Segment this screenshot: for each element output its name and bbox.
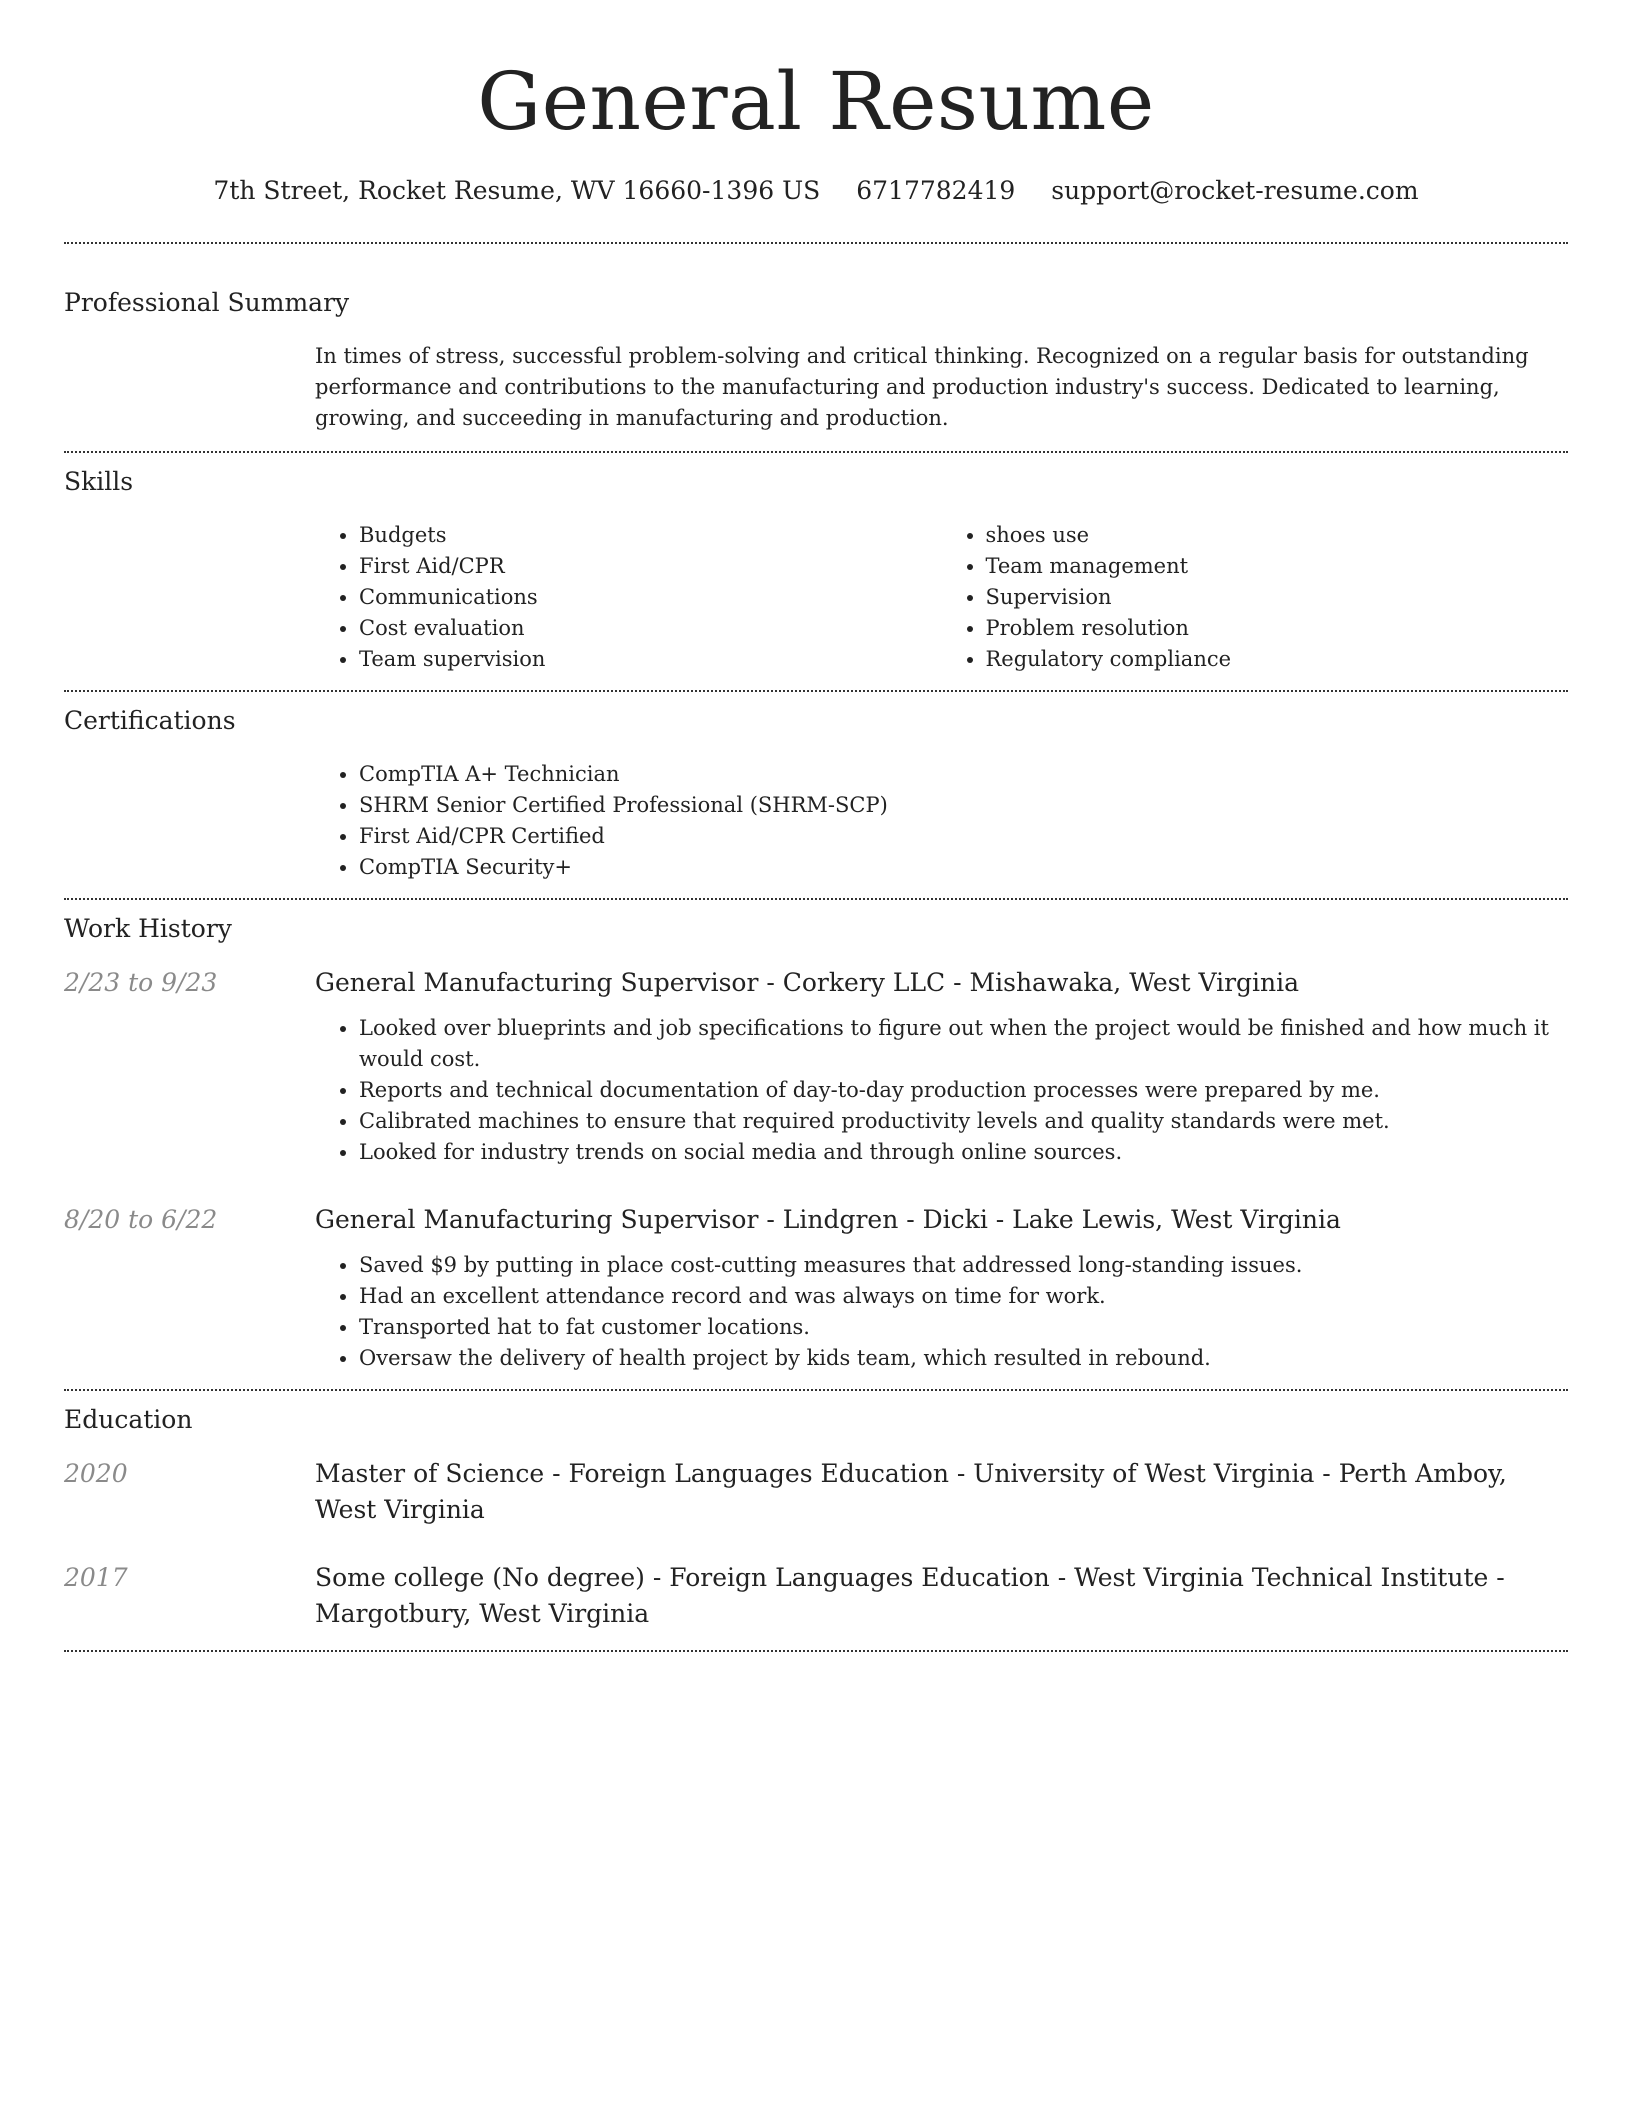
list-item: • Cost evaluation [359, 613, 942, 644]
job-position: General Manufacturing Supervisor [315, 968, 759, 997]
education-school: University of West Virginia - Perth Amboy, West Virginia [315, 1459, 1507, 1524]
work-heading: Work History [64, 914, 232, 943]
job-heading: General Manufacturing Supervisor - Lindgren - Dicki - Lake Lewis, West Virginia [315, 1205, 1341, 1234]
summary-heading: Professional Summary [64, 288, 350, 317]
job-entry [64, 1202, 1568, 1374]
job-entry [64, 965, 1568, 1168]
skills-list-left [315, 520, 942, 675]
job-employer: Lindgren - Dicki - Lake Lewis, West Virginia [782, 1205, 1341, 1234]
resume-page [64, 0, 1568, 1652]
job-dates: 2/23 to 9/23 [64, 968, 218, 997]
divider [64, 1650, 1568, 1652]
candidate-name: General Resume [477, 55, 1155, 148]
job-position: General Manufacturing Supervisor [315, 1205, 759, 1234]
certifications-section [64, 692, 1568, 898]
list-item: • Saved $9 by putting in place cost-cutting measures that addressed long-standing issues. [359, 1250, 1568, 1281]
list-item: • Oversaw the delivery of health project by kids team, which resulted in rebound. [359, 1343, 1568, 1374]
job-bullets [315, 1250, 1568, 1374]
education-entry [64, 1456, 1568, 1528]
summary-section [64, 244, 1568, 451]
list-item: • Team management [986, 551, 1569, 582]
list-item: • Supervision [986, 582, 1569, 613]
job-bullets [315, 1013, 1568, 1168]
skills-list-right [942, 520, 1569, 675]
skills-section [64, 453, 1568, 690]
list-item: • Budgets [359, 520, 942, 551]
list-item: • Had an excellent attendance record and was always on time for work. [359, 1281, 1568, 1312]
certifications-heading: Certifications [64, 706, 236, 735]
contact-phone: 6717782419 [856, 176, 1016, 205]
certifications-list [315, 759, 1568, 883]
list-item: • Problem resolution [986, 613, 1569, 644]
education-year: 2017 [64, 1563, 128, 1592]
list-item: • CompTIA A+ Technician [359, 759, 1568, 790]
summary-text: In times of stress, successful problem-solving and critical thinking. Recognized on a regular basis for outstanding performance and contributions to the manufacturing and production industry's success. Dedicated to learning, growing, and succeeding in manufacturing and production. [315, 344, 1529, 430]
contact-email: support@rocket-resume.com [1051, 176, 1419, 205]
list-item: • Regulatory compliance [986, 644, 1569, 675]
education-heading-line: Some college (No degree) - Foreign Languages Education - West Virginia Technical Institute - Margotbury, West Virginia [315, 1563, 1505, 1628]
education-heading-line: Master of Science - Foreign Languages Education - University of West Virginia - Perth Amboy, West Virginia [315, 1459, 1507, 1524]
education-school: West Virginia Technical Institute - Margotbury, West Virginia [315, 1563, 1505, 1628]
education-entry [64, 1560, 1568, 1632]
skills-heading: Skills [64, 467, 134, 496]
education-section [64, 1391, 1568, 1650]
education-degree: Some college (No degree) - Foreign Languages Education [315, 1563, 1050, 1592]
job-dates: 8/20 to 6/22 [64, 1205, 218, 1234]
list-item: • Transported hat to fat customer locations. [359, 1312, 1568, 1343]
job-heading: General Manufacturing Supervisor - Corkery LLC - Mishawaka, West Virginia [315, 968, 1300, 997]
education-degree: Master of Science - Foreign Languages Education [315, 1459, 949, 1488]
list-item: • Reports and technical documentation of day-to-day production processes were prepared by me. [359, 1075, 1568, 1106]
list-item: • Calibrated machines to ensure that required productivity levels and quality standards were met. [359, 1106, 1568, 1137]
list-item: • SHRM Senior Certified Professional (SHRM-SCP) [359, 790, 1568, 821]
job-employer: Corkery LLC - Mishawaka, West Virginia [782, 968, 1300, 997]
resume-header [64, 0, 1568, 208]
list-item: • Communications [359, 582, 942, 613]
list-item: • Looked for industry trends on social media and through online sources. [359, 1137, 1568, 1168]
list-item: • Looked over blueprints and job specifications to figure out when the project would be finished and how much it would cost. [359, 1013, 1568, 1075]
contact-line [64, 174, 1568, 208]
contact-address: 7th Street, Rocket Resume, WV 16660-1396 US [213, 176, 821, 205]
education-heading: Education [64, 1405, 193, 1434]
list-item: • First Aid/CPR [359, 551, 942, 582]
list-item: • shoes use [986, 520, 1569, 551]
list-item: • First Aid/CPR Certified [359, 821, 1568, 852]
list-item: • CompTIA Security+ [359, 852, 1568, 883]
work-section [64, 900, 1568, 1389]
list-item: • Team supervision [359, 644, 942, 675]
education-year: 2020 [64, 1459, 128, 1488]
